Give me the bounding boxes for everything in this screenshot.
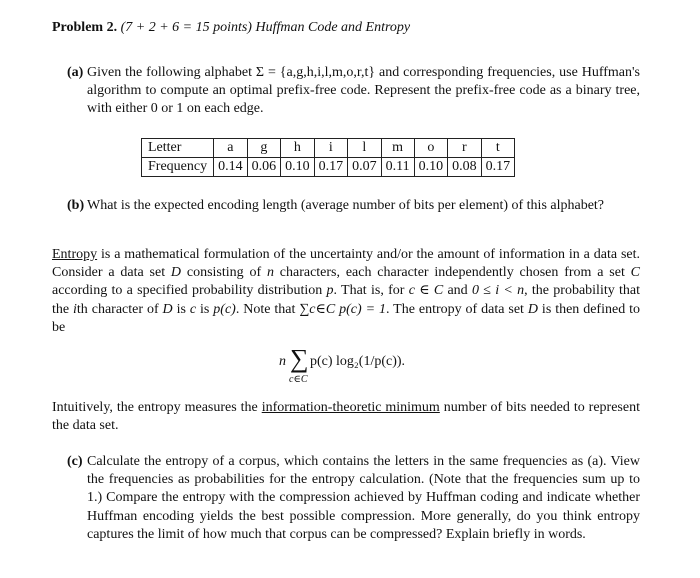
math-var: D: [170, 265, 182, 281]
frequency-row-header: Frequency: [142, 158, 214, 177]
entropy-definition: [52, 246, 640, 337]
letter-cell: h: [281, 139, 315, 158]
part-b-text: What is the expected encoding length (average number of bits per element) of this alphabet?: [87, 198, 605, 213]
frequency-row: [142, 158, 515, 177]
math-var: p: [326, 283, 334, 299]
math-var: C: [630, 265, 640, 281]
letter-cell: r: [448, 139, 482, 158]
info-theory-term: information-theoretic minimum: [261, 400, 440, 415]
letter-cell: t: [481, 139, 515, 158]
entropy-formula: [279, 344, 439, 390]
entropy-text: characters, each character independently chosen from a set: [273, 265, 631, 281]
letter-cell: g: [247, 139, 281, 158]
formula-n: n: [279, 354, 286, 369]
problem-title: Huffman Code and Entropy: [255, 20, 411, 35]
math-var: D: [527, 301, 538, 317]
math-var: n: [266, 265, 274, 281]
letter-cell: a: [214, 139, 248, 158]
part-c-text: Calculate the entropy of a corpus, which contains the letters in the same frequencies as (a). View the frequencies as probabilities for the entropy calculation. (Note that the frequencies sum up to 1.) Compare the entropy with the compression achieved by Huffman coding and indicate whether Huffman encoding yields the best possible compression. More generally, do you think entropy captures the limit of how much that corpus can be compressed? Explain briefly in words.: [87, 454, 640, 542]
letter-row: [142, 139, 515, 158]
math-var: D: [162, 301, 173, 317]
letter-cell: i: [314, 139, 348, 158]
problem-label: Problem 2.: [52, 20, 118, 35]
frequency-cell: 0.10: [281, 158, 315, 177]
entropy-text: . That is, for: [333, 283, 409, 299]
letter-cell: o: [414, 139, 448, 158]
math-expr: ∑c∈C p(c) = 1: [299, 301, 386, 317]
entropy-text: is then defined to be: [52, 301, 641, 335]
intuition-text: number of bits needed to represent the data set.: [52, 400, 640, 434]
formula-body: p(c) log₂(1/p(c)).: [310, 354, 406, 369]
part-a-label: (a): [67, 65, 84, 80]
math-expr: c ∈ C: [408, 283, 444, 299]
problem-points: (7 + 2 + 6 = 15 points): [120, 20, 252, 35]
entropy-text: is: [196, 301, 214, 317]
math-var: c: [189, 301, 197, 317]
math-expr: 0 ≤ i < n: [471, 283, 525, 299]
letter-cell: l: [348, 139, 382, 158]
problem-heading: [52, 19, 410, 37]
part-c-label: (c): [67, 454, 83, 469]
entropy-text: th character of: [76, 301, 163, 317]
frequency-cell: 0.06: [247, 158, 281, 177]
entropy-text: . Note that: [235, 301, 300, 317]
entropy-text: and: [443, 283, 472, 299]
frequency-cell: 0.14: [214, 158, 248, 177]
math-expr: p(c): [213, 301, 236, 317]
frequency-cell: 0.08: [448, 158, 482, 177]
intuition-text: Intuitively, the entropy measures the: [52, 400, 262, 415]
summation-symbol: ∑: [290, 344, 309, 373]
entropy-text: is a mathematical formulation of the uncertainty and/or the amount of information in a data set. Consider a data set: [52, 247, 640, 281]
letter-row-header: Letter: [142, 139, 214, 158]
entropy-text: consisting of: [181, 265, 267, 281]
summation-subscript: c∈C: [289, 374, 308, 385]
letter-cell: m: [381, 139, 414, 158]
entropy-text: , the probability that the: [52, 283, 640, 317]
entropy-text: . The entropy of data set: [386, 301, 528, 317]
intuition-paragraph: [52, 399, 640, 435]
entropy-term: Entropy: [52, 247, 98, 262]
entropy-text: according to a specified probability distribution: [52, 283, 327, 299]
frequency-cell: 0.17: [481, 158, 515, 177]
frequency-table: [141, 138, 515, 177]
part-b-label: (b): [67, 198, 85, 213]
frequency-cell: 0.10: [414, 158, 448, 177]
entropy-text: is: [172, 301, 190, 317]
frequency-cell: 0.17: [314, 158, 348, 177]
part-a-text: Given the following alphabet Σ = {a,g,h,i,l,m,o,r,t} and corresponding frequencies, use Huffman's algorithm to compute an optimal prefix-free code. Represent the prefix-free code as a binary tree, with either 0 or 1 on each edge.: [87, 65, 640, 117]
math-var: i: [73, 301, 77, 317]
frequency-cell: 0.11: [381, 158, 414, 177]
frequency-cell: 0.07: [348, 158, 382, 177]
